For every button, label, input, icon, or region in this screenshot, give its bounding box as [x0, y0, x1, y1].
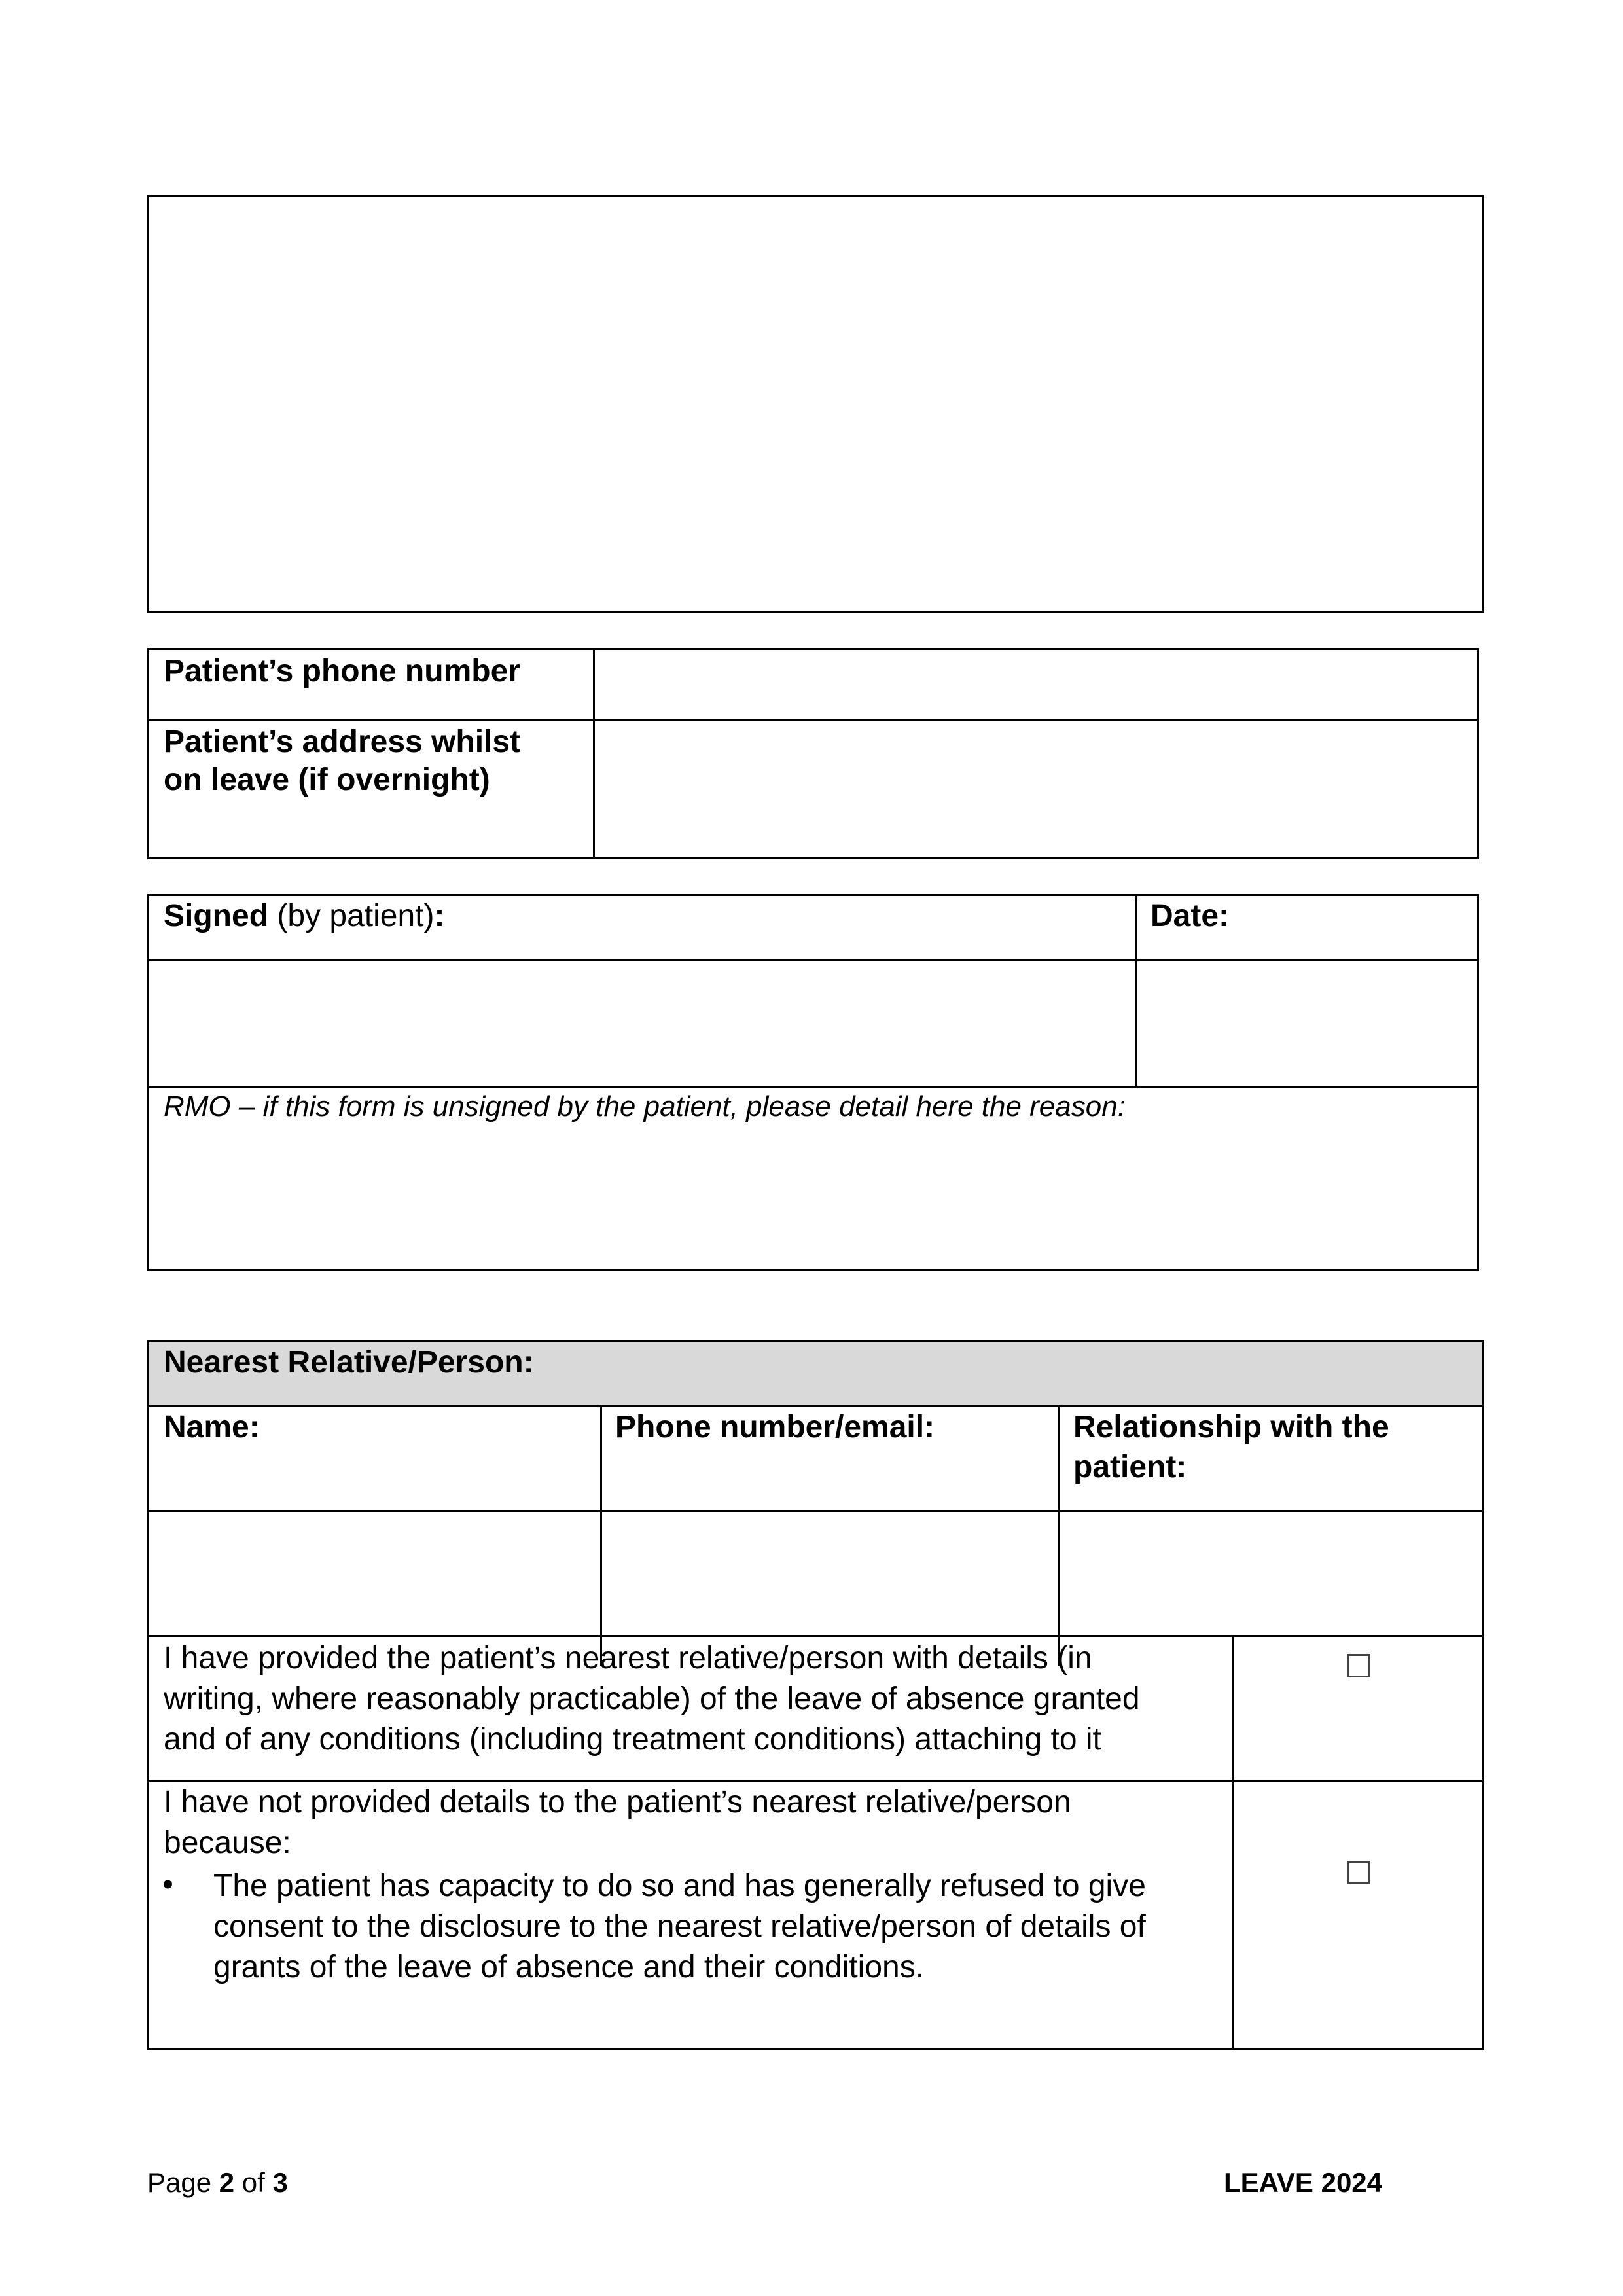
relative-name-field[interactable] — [149, 1512, 600, 1635]
signature-table — [147, 894, 1479, 1271]
contact-table — [147, 648, 1479, 859]
page-of: of — [234, 2167, 273, 2198]
nearest-relative-table — [147, 1340, 1484, 2050]
rmo-reason-field[interactable] — [149, 1126, 1477, 1269]
statement-not-provided-line: I have not provided details to the patient’s nearest relative/person — [164, 1785, 1071, 1820]
signed-label — [164, 896, 444, 937]
statement-provided-line: writing, where reasonably practicable) of the leave of absence granted — [164, 1681, 1140, 1716]
page-number — [147, 2166, 288, 2199]
page-total: 3 — [272, 2167, 288, 2198]
address-label-line2: on leave (if overnight) — [164, 762, 490, 797]
nearest-relative-header — [149, 1342, 1482, 1405]
date-field[interactable] — [1137, 961, 1477, 1086]
bullet-marker: • — [162, 1867, 173, 1902]
free-text-box[interactable] — [147, 195, 1484, 613]
date-label: Date: — [1150, 899, 1230, 933]
signature-field[interactable] — [149, 961, 1135, 1086]
document-code: LEAVE 2024 — [1224, 2167, 1383, 2198]
statement-provided-line: and of any conditions (including treatment conditions) attaching to it — [164, 1722, 1101, 1757]
checkbox-not-provided[interactable] — [1347, 1861, 1370, 1884]
statement-not-provided — [164, 1782, 1071, 1863]
nearest-relative-title: Nearest Relative/Person: — [164, 1345, 534, 1380]
statement-provided-line: I have provided the patient’s nearest relative/person with details (in — [164, 1641, 1092, 1676]
page-prefix: Page — [147, 2167, 219, 2198]
relative-relationship-field[interactable] — [1060, 1512, 1482, 1635]
address-label-line1: Patient’s address whilst — [164, 725, 521, 759]
bullet-text-line: grants of the leave of absence and their conditions. — [213, 1950, 925, 1984]
relative-phone-field[interactable] — [602, 1512, 1058, 1635]
phone-field[interactable] — [595, 650, 1477, 719]
bullet-text-line: The patient has capacity to do so and has generally refused to give — [213, 1869, 1146, 1903]
phone-label: Patient’s phone number — [164, 654, 520, 689]
col-relationship-header-line1: Relationship with the — [1073, 1410, 1389, 1444]
col-phone-header: Phone number/email: — [615, 1410, 935, 1444]
statement-provided — [164, 1638, 1140, 1760]
statement-not-provided-line: because: — [164, 1825, 291, 1860]
bullet-text — [213, 1866, 1146, 1988]
signed-label-suffix: (by patient) — [268, 899, 435, 933]
page-current: 2 — [219, 2167, 235, 2198]
rmo-note: RMO – if this form is unsigned by the patient, please detail here the reason: — [164, 1090, 1126, 1122]
bullet-text-line: consent to the disclosure to the nearest relative/person of details of — [213, 1909, 1146, 1944]
signed-label-bold: Signed — [164, 899, 269, 933]
checkbox-provided[interactable] — [1347, 1654, 1370, 1677]
signed-label-colon: : — [434, 899, 445, 933]
address-field[interactable] — [595, 721, 1477, 857]
col-name-header: Name: — [164, 1410, 260, 1444]
col-relationship-header-line2: patient: — [1073, 1450, 1187, 1484]
